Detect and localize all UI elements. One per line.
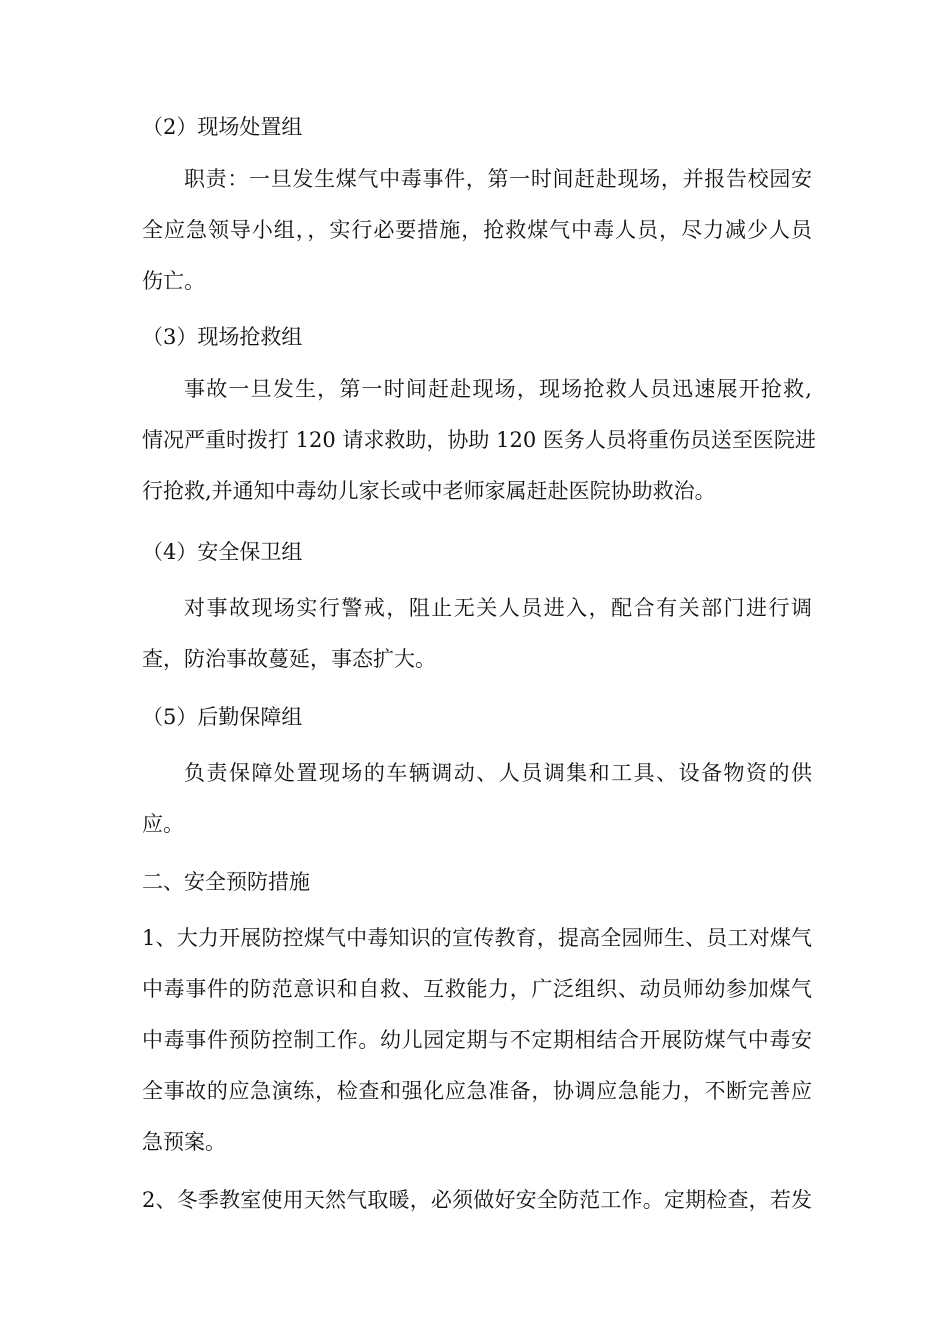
paragraph-line: 查，防治事故蔓延，事态扩大。 <box>142 647 436 671</box>
paragraph-line: 应。 <box>142 812 184 836</box>
paragraph-line: 全事故的应急演练，检查和强化应急准备，协调应急能力，不断完善应 <box>142 1079 812 1103</box>
section-heading-5: （5）后勤保障组 <box>142 705 303 729</box>
section-heading-2: （2）现场处置组 <box>142 115 303 139</box>
section-paragraph-5 <box>142 748 812 850</box>
paragraph-line: 伤亡。 <box>142 269 205 293</box>
section-paragraph-3 <box>142 364 816 517</box>
paragraph-line: 行抢救,并通知中毒幼儿家长或中老师家属赶赴医院协助救治。 <box>142 479 716 503</box>
section-heading-4: （4）安全保卫组 <box>142 540 303 564</box>
paragraph-line: 2、冬季教室使用天然气取暖，必须做好安全防范工作。定期检查，若发 <box>142 1188 812 1212</box>
section-paragraph-4 <box>142 583 812 685</box>
paragraph-line: 1、大力开展防控煤气中毒知识的宣传教育，提高全园师生、员工对煤气 <box>142 926 812 950</box>
paragraph-line: 中毒事件的防范意识和自救、互救能力，广泛组织、动员师幼参加煤气 <box>142 977 812 1001</box>
part-heading: 二、安全预防措施 <box>142 870 310 894</box>
paragraph-line: 情况严重时拨打 120 请求救助，协助 120 医务人员将重伤员送至医院进 <box>142 428 816 452</box>
paragraph-line: 全应急领导小组，，实行必要措施，抢救煤气中毒人员，尽力减少人员 <box>142 218 812 242</box>
section-paragraph-2 <box>142 154 812 307</box>
paragraph-line: 事故一旦发生，第一时间赶赴现场，现场抢救人员迅速展开抢救, <box>184 377 812 401</box>
paragraph-line: 对事故现场实行警戒，阻止无关人员进入，配合有关部门进行调 <box>184 596 812 620</box>
measure-item-1 <box>142 913 812 1168</box>
paragraph-line: 急预案。 <box>142 1130 226 1154</box>
paragraph-line: 负责保障处置现场的车辆调动、人员调集和工具、设备物资的供 <box>184 761 812 785</box>
paragraph-line: 职责：一旦发生煤气中毒事件，第一时间赶赴现场，并报告校园安 <box>184 167 812 191</box>
paragraph-line: 中毒事件预防控制工作。幼儿园定期与不定期相结合开展防煤气中毒安 <box>142 1028 812 1052</box>
measure-item-2 <box>142 1175 812 1226</box>
section-heading-3: （3）现场抢救组 <box>142 325 303 349</box>
